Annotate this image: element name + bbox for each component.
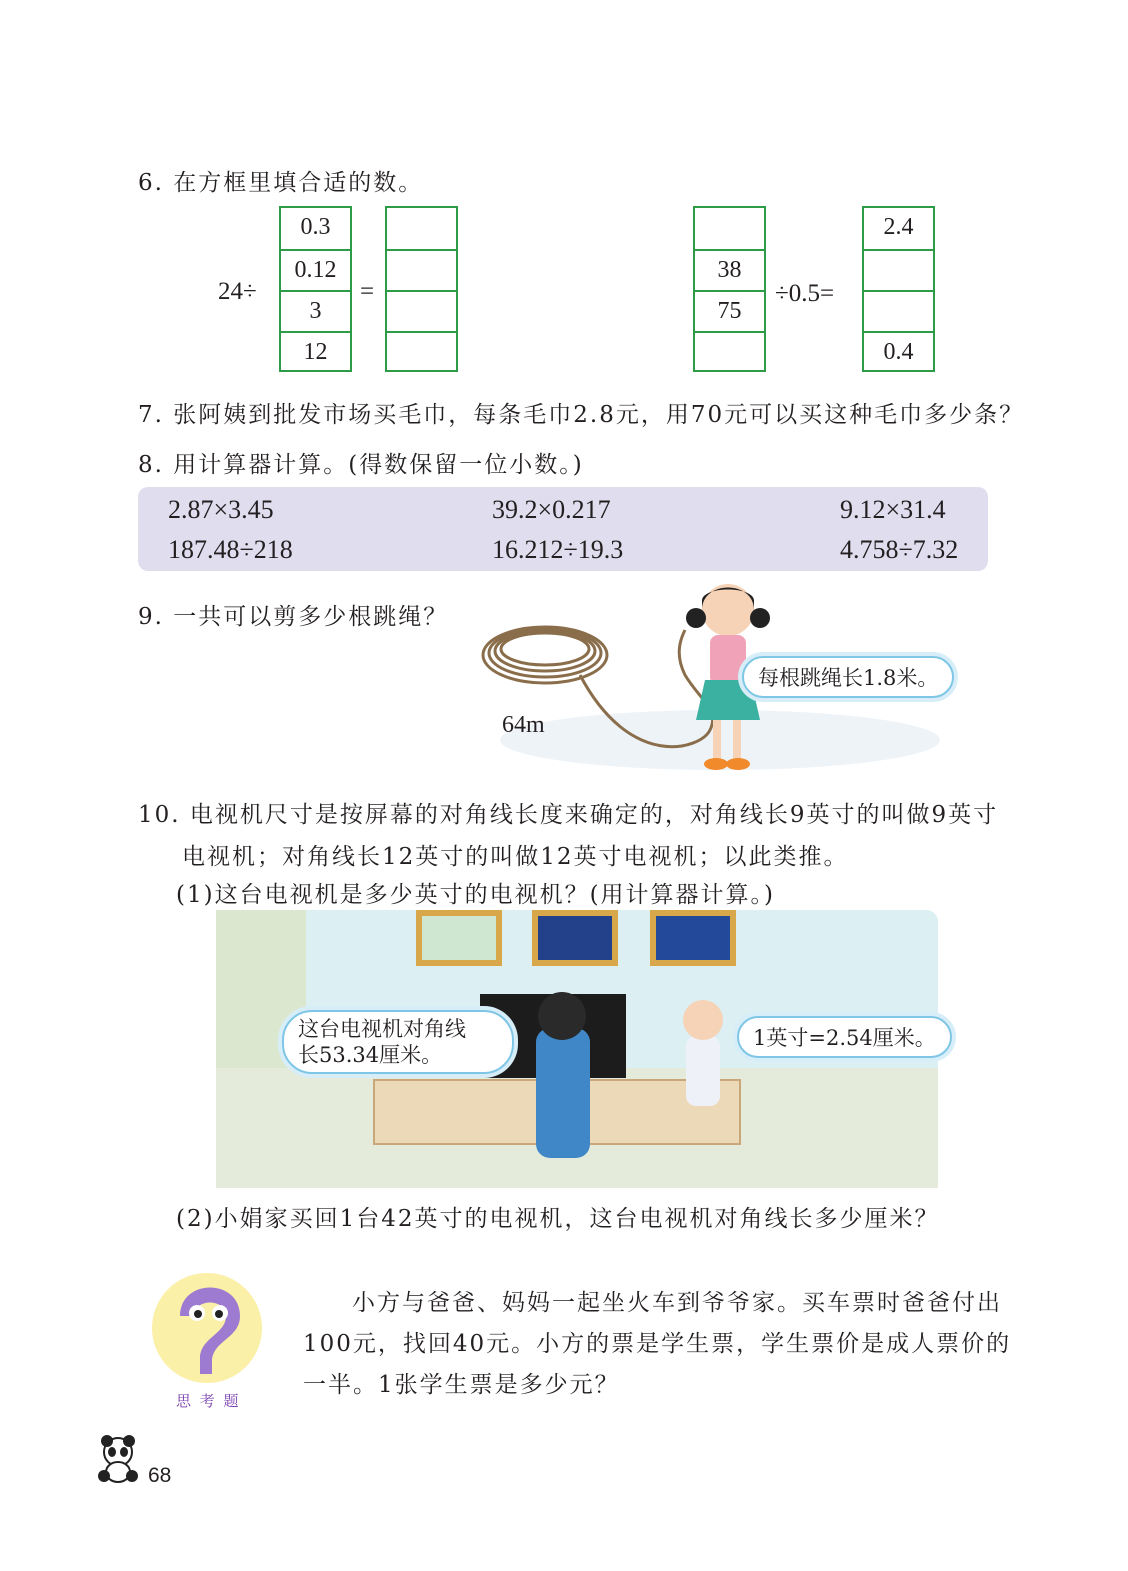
q8-calc-panel — [138, 487, 988, 571]
q6-dividend-cell[interactable] — [695, 331, 764, 372]
q6-answer-cell[interactable] — [387, 208, 456, 249]
q10-line1: 10. 电视机尺寸是按屏幕的对角线长度来确定的，对角线长9英寸的叫做9英寸 — [138, 802, 999, 828]
q6-result-cell: 2.4 — [883, 214, 914, 240]
q8-expr: 187.48÷218 — [168, 535, 293, 564]
q8-expr: 2.87×3.45 — [168, 495, 274, 524]
think-badge-label: 思 考 题 — [176, 1392, 241, 1410]
bubble-line: 长53.34厘米。 — [298, 1043, 443, 1067]
q8-expr: 4.758÷7.32 — [840, 535, 959, 564]
q8-title: 8. 用计算器计算。(得数保留一位小数。) — [138, 452, 584, 478]
q6-left-answer-column — [385, 206, 458, 372]
q10-line2: 电视机；对角线长12英寸的叫做12英寸电视机；以此类推。 — [182, 844, 849, 870]
q8-expr: 9.12×31.4 — [840, 495, 946, 524]
q6-right-result-column — [862, 206, 935, 372]
q6-right-dividend-column — [693, 206, 766, 372]
q6-result-cell[interactable] — [864, 249, 933, 290]
q6-left-equals: = — [360, 278, 375, 305]
think-line1: 小方与爸爸、妈妈一起坐火车到爷爷家。买车票时爸爸付出 — [352, 1290, 1002, 1316]
q10-right-speech-bubble: 1英寸=2.54厘米。 — [737, 1016, 952, 1058]
q6-answer-cell[interactable] — [387, 249, 456, 290]
q10-left-speech-bubble — [282, 1010, 514, 1074]
q6-left-prefix: 24÷ — [218, 278, 257, 305]
q8-expr: 39.2×0.217 — [492, 495, 611, 524]
q6-divisor-cell: 0.3 — [300, 214, 331, 240]
q10-sub2: (2)小娟家买回1台42英寸的电视机，这台电视机对角线长多少厘米？ — [176, 1206, 940, 1232]
q10-sub1: (1)这台电视机是多少英寸的电视机？(用计算器计算。) — [176, 882, 776, 908]
question-mark-mascot-icon — [150, 1268, 265, 1408]
boy-figure-icon — [536, 1028, 590, 1158]
girl-figure-icon — [686, 1036, 720, 1106]
q8-expr: 16.212÷19.3 — [492, 535, 624, 564]
q6-divisor-cell: 0.12 — [281, 249, 350, 290]
think-line3: 一半。1张学生票是多少元？ — [303, 1372, 620, 1398]
q7-text: 7. 张阿姨到批发市场买毛巾，每条毛巾2.8元，用70元可以买这种毛巾多少条？ — [138, 402, 1025, 428]
q6-answer-cell[interactable] — [387, 290, 456, 331]
think-line2: 100元，找回40元。小方的票是学生票，学生票价是成人票价的 — [303, 1331, 1012, 1357]
panda-icon — [94, 1432, 142, 1484]
page-number: 68 — [148, 1464, 172, 1487]
q6-dividend-cell: 75 — [695, 290, 764, 331]
q6-title: 6. 在方框里填合适的数。 — [138, 170, 424, 196]
q6-dividend-cell: 38 — [695, 249, 764, 290]
q9-title: 9. 一共可以剪多少根跳绳？ — [138, 604, 449, 630]
q6-dividend-cell[interactable] — [695, 208, 764, 249]
q6-divisor-cell: 3 — [281, 290, 350, 331]
q6-result-cell[interactable] — [864, 290, 933, 331]
rope-length-label: 64m — [502, 712, 545, 738]
q6-left-divisor-column — [279, 206, 352, 372]
bubble-line: 这台电视机对角线 — [298, 1017, 466, 1041]
q6-result-cell: 0.4 — [864, 331, 933, 372]
q6-divisor-cell: 12 — [281, 331, 350, 372]
q6-answer-cell[interactable] — [387, 331, 456, 372]
q9-speech-bubble: 每根跳绳长1.8米。 — [742, 656, 954, 698]
q6-right-operator: ÷0.5= — [775, 280, 835, 307]
